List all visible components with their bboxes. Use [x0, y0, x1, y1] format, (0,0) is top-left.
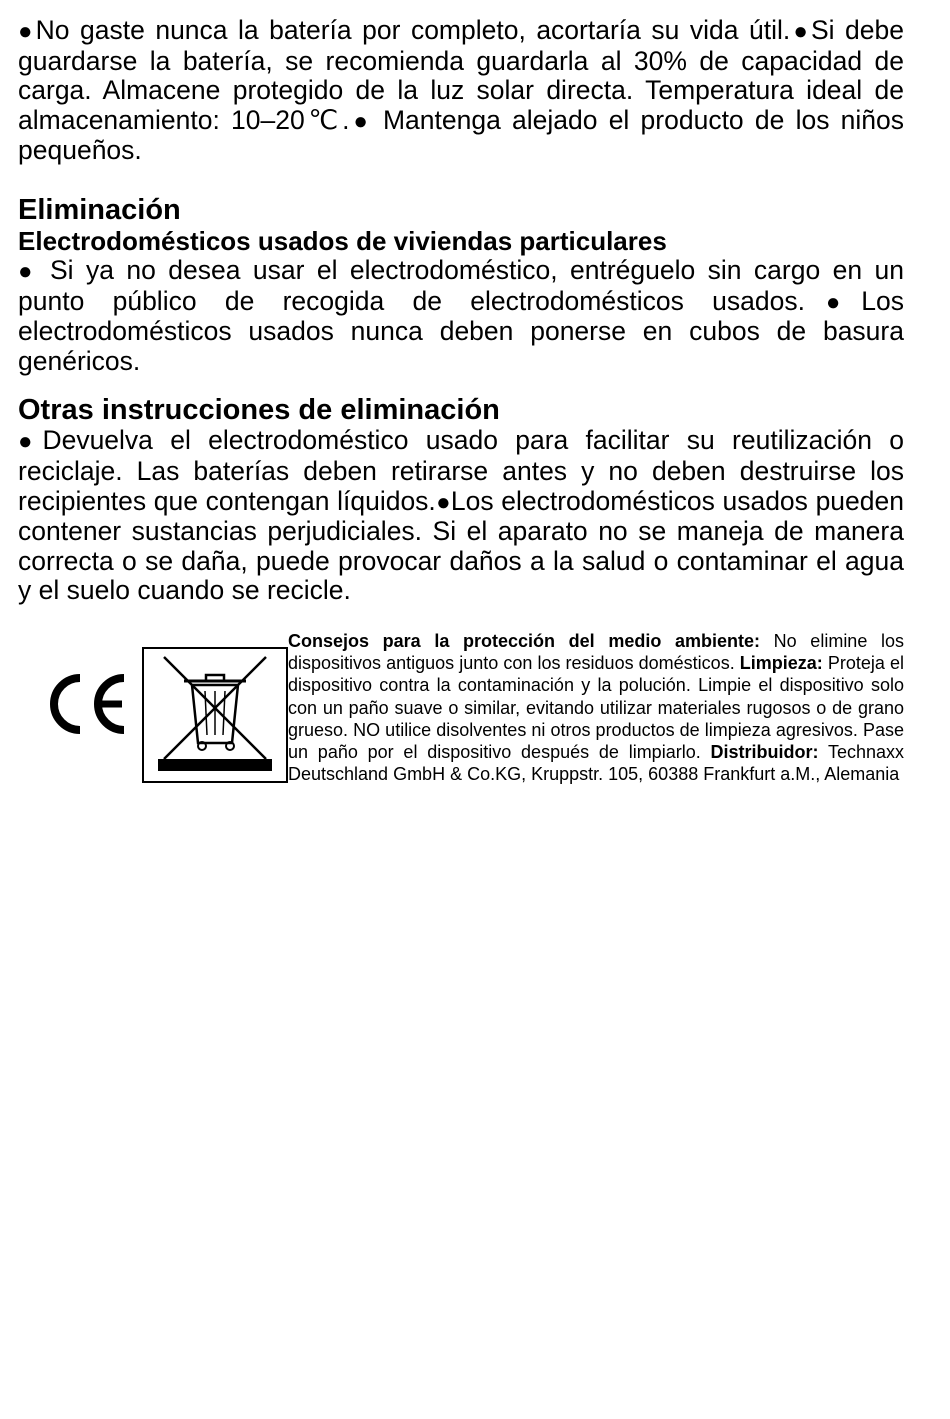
- env-tips-label: Consejos para la protección del medio ambiente:: [288, 630, 760, 651]
- disposal-subtitle: Electrodomésticos usados de viviendas particulares: [18, 225, 667, 256]
- storage-paragraph: [18, 16, 904, 166]
- storage-sentence-3: Mantenga alejado el producto de los niños pequeños.: [18, 104, 905, 166]
- bullet-icon: ●: [435, 488, 451, 516]
- bullet-icon: ●: [18, 257, 38, 285]
- bullet-icon: ●: [804, 288, 862, 316]
- distributor-text: Technaxx Deutschland GmbH & Co.KG, Kruppstr. 105, 60388 Frankfurt a.M., Alemania: [288, 741, 905, 785]
- other-disposal-title: Otras instrucciones de eliminación: [18, 394, 500, 427]
- disposal-section: [18, 194, 904, 376]
- other-disposal-section: [18, 394, 904, 606]
- other-disposal-paragraph: [18, 426, 904, 606]
- footer-block: [18, 630, 904, 810]
- ce-mark-icon: [40, 672, 128, 736]
- bullet-icon: ●: [18, 428, 43, 456]
- weee-crossed-bin-icon: [142, 647, 288, 783]
- cleaning-text: Proteja el dispositivo contra la contaminación y la polución. Limpie el dispositivo solo con un paño suave o similar, evitando utilizar materiales rugosos o de grano grueso. NO utilice disolventes ni otros productos de limpieza agresivos. Pase un paño por el dispositivo después de limpiarlo.: [288, 653, 904, 762]
- storage-sentence-1: No gaste nunca la batería por completo, acortaría su vida útil.: [35, 15, 791, 45]
- cleaning-label: Limpieza:: [739, 653, 823, 674]
- bullet-icon: ●: [790, 18, 811, 45]
- disposal-paragraph: [18, 256, 904, 376]
- document-page: [18, 16, 904, 810]
- disposal-sentence-2: Los electrodomésticos usados nunca deben ponerse en cubos de basura genéricos.: [18, 285, 904, 376]
- env-tips-text: No elimine los dispositivos antiguos junto con los residuos domésticos.: [288, 630, 904, 674]
- footer-notes: [288, 630, 904, 785]
- other-sentence-1: Devuelva el electrodoméstico usado para facilitar su reutilización o reciclaje. Las baterías deben retirarse antes y no deben destruirse los recipientes que contengan líquidos.: [18, 425, 905, 516]
- disposal-title: Eliminación: [18, 193, 181, 226]
- storage-sentence-2: Si debe guardarse la batería, se recomienda guardarla al 30% de capacidad de carga. Almacene protegido de la luz solar directa. Temperatura ideal de almacenamiento: 10–20℃.: [18, 15, 905, 135]
- distributor-label: Distribuidor:: [710, 741, 819, 762]
- bullet-icon: ●: [18, 18, 36, 45]
- bullet-icon: ●: [349, 107, 372, 135]
- disposal-sentence-1: Si ya no desea usar el electrodoméstico, entréguelo sin cargo en un punto público de recogida de electrodomésticos usados.: [18, 254, 905, 316]
- other-sentence-2: Los electrodomésticos usados pueden contener sustancias perjudiciales. Si el aparato no se maneja de manera correcta o se daña, puede provocar daños a la salud o contaminar el agua y el suelo cuando se recicle.: [18, 485, 904, 606]
